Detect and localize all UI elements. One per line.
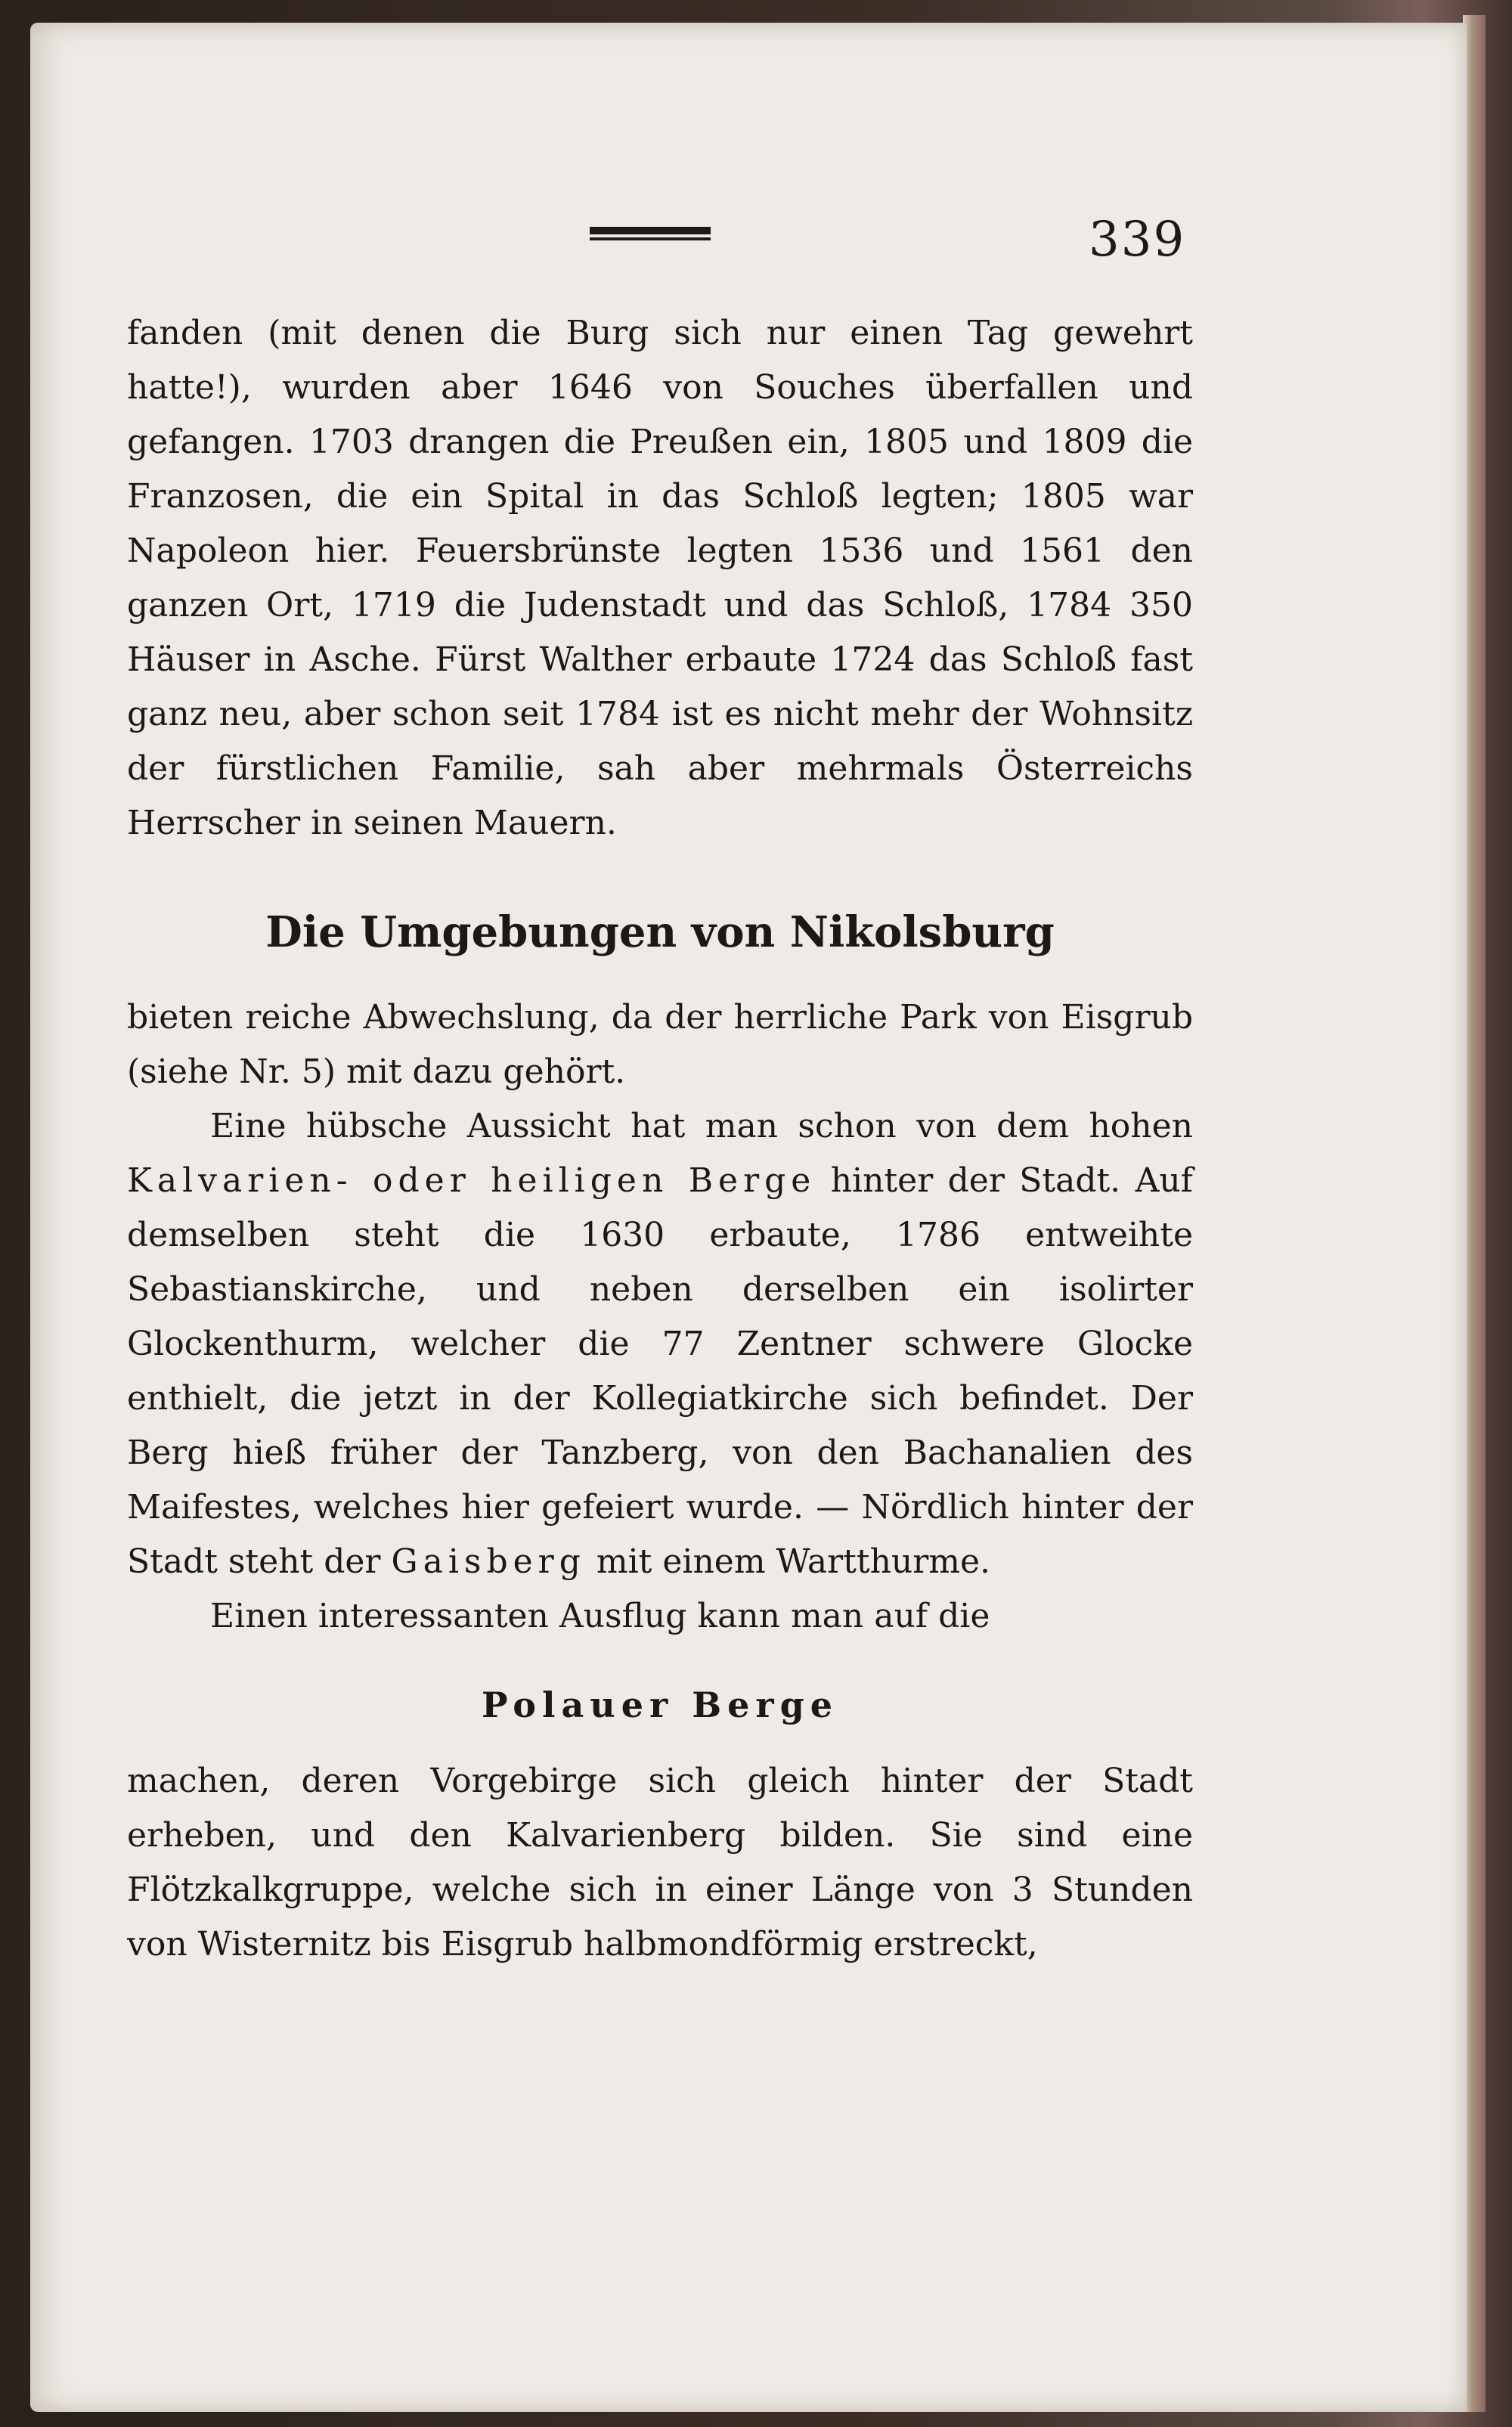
section-heading-umgebungen: Die Umgebungen von Nikolsburg bbox=[265, 907, 1055, 957]
page-number: 339 bbox=[1089, 212, 1186, 268]
section-heading-polauer-berge: Polauer Berge bbox=[481, 1685, 839, 1725]
paragraph-ausflug: Einen interessanten Ausflug kann man auf die bbox=[210, 1597, 990, 1635]
spaced-term-gaisberg: Gaisberg bbox=[391, 1542, 586, 1581]
paragraph-umgebungen: bieten reiche Abwechslung, da der herrliche Park von Eisgrub (siehe Nr. 5) mit dazu gehört. bbox=[127, 998, 1193, 1091]
paragraph-aussicht bbox=[127, 1099, 1193, 1589]
paragraph-aussicht-part3: mit einem Wartthurme. bbox=[596, 1542, 991, 1581]
header-rule bbox=[590, 227, 711, 240]
paragraph-aussicht-part2: hinter der Stadt. Auf demselben steht die 1630 erbaute, 1786 entweihte Sebastianskirche, und neben derselben ein isolirter Glockenthurm, welcher die 77 Zentner schwere Glocke enthielt, die jetzt in der Kollegiatkirche sich befindet. Der Berg hieß früher der Tanzberg, von den Bachanalien des Maifestes, welches hier gefeiert wurde. — Nördlich hinter der Stadt steht der bbox=[127, 1161, 1193, 1581]
section-polauer-body bbox=[127, 1754, 1193, 1972]
section-umgebungen-body bbox=[127, 990, 1193, 1644]
paragraph-polauer: machen, deren Vorgebirge sich gleich hinter der Stadt erheben, und den Kalvarienberg bilden. Sie sind eine Flötzkalkgruppe, welche sich in einer Länge von 3 Stunden von Wisternitz bis Eisgrub halbmondförmig erstreckt, bbox=[127, 1762, 1193, 1964]
spaced-term-kalvarienberg: Kalvarien- oder heiligen Berge bbox=[127, 1161, 816, 1200]
paragraph-aussicht-part1: Eine hübsche Aussicht hat man schon von dem hohen bbox=[210, 1107, 1193, 1145]
paragraph-history-text: fanden (mit denen die Burg sich nur einen Tag gewehrt hatte!), wurden aber 1646 von Souches überfallen und gefangen. 1703 drangen die Preußen ein, 1805 und 1809 die Franzosen, die ein Spital in das Schloß legten; 1805 war Napoleon hier. Feuersbrünste legten 1536 und 1561 den ganzen Ort, 1719 die Judenstadt und das Schloß, 1784 350 Häuser in Asche. Fürst Walther erbaute 1724 das Schloß fast ganz neu, aber schon seit 1784 ist es nicht mehr der Wohnsitz der fürstlichen Familie, sah aber mehrmals Österreichs Herrscher in seinen Mauern. bbox=[127, 314, 1193, 842]
paragraph-history bbox=[127, 306, 1193, 851]
